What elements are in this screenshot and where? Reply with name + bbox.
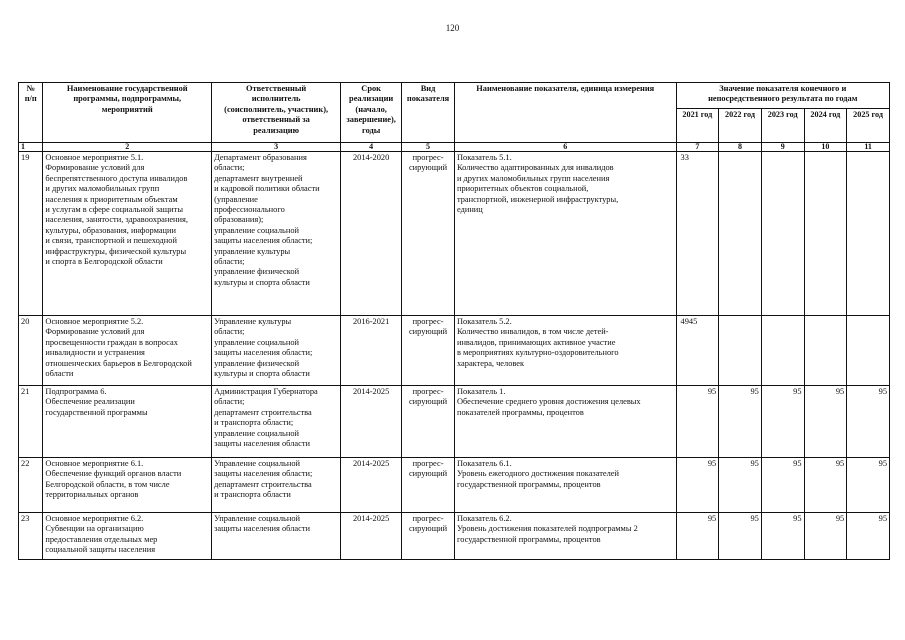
value-2025: 95 bbox=[847, 458, 890, 513]
value-2021: 33 bbox=[676, 152, 719, 316]
header-year: 2022 год bbox=[719, 109, 762, 143]
header-indicator-type: Вид показателя bbox=[402, 83, 455, 143]
header-year: 2023 год bbox=[761, 109, 804, 143]
indicator-type: прогрес- сирующий bbox=[402, 386, 455, 458]
value-2025 bbox=[847, 316, 890, 386]
indicator-name: Показатель 6.1. Уровень ежегодного достижения показателей государственной программы, процентов bbox=[454, 458, 676, 513]
value-2024: 95 bbox=[804, 386, 847, 458]
value-2021: 95 bbox=[676, 386, 719, 458]
responsible-executor: Администрация Губернатора области; департамент строительства и транспорта области; управление социальной защиты населения области bbox=[212, 386, 341, 458]
header-num: № п/п bbox=[19, 83, 43, 143]
value-2025 bbox=[847, 152, 890, 316]
implementation-term: 2014-2025 bbox=[341, 458, 402, 513]
row-number: 23 bbox=[19, 513, 43, 560]
header-year: 2025 год bbox=[847, 109, 890, 143]
page-number: 120 bbox=[445, 23, 460, 33]
value-2024 bbox=[804, 152, 847, 316]
header-name: Наименование государственной программы, подпрограммы, мероприятий bbox=[43, 83, 212, 143]
indicator-name: Показатель 6.2. Уровень достижения показателей подпрограммы 2 государственной программы, процентов bbox=[454, 513, 676, 560]
indicator-type: прогрес- сирующий bbox=[402, 152, 455, 316]
indicator-name: Показатель 5.1. Количество адаптированных для инвалидов и других маломобильных групп населения приоритетных объектов социальной, транспортной, инженерной инфраструктуры, единиц bbox=[454, 152, 676, 316]
activity-name: Подпрограмма 6. Обеспечение реализации государственной программы bbox=[43, 386, 212, 458]
value-2022: 95 bbox=[719, 386, 762, 458]
program-indicators-table bbox=[18, 82, 890, 560]
row-number: 20 bbox=[19, 316, 43, 386]
indicator-type: прогрес- сирующий bbox=[402, 513, 455, 560]
value-2022: 95 bbox=[719, 513, 762, 560]
responsible-executor: Управление социальной защиты населения области bbox=[212, 513, 341, 560]
value-2023: 95 bbox=[761, 386, 804, 458]
column-number: 5 bbox=[402, 143, 455, 152]
header-values-group: Значение показателя конечного и непосредственного результата по годам bbox=[676, 83, 889, 109]
indicator-type: прогрес- сирующий bbox=[402, 458, 455, 513]
value-2024 bbox=[804, 316, 847, 386]
table-row bbox=[19, 513, 890, 560]
header-responsible: Ответственный исполнитель (соисполнитель, участник), ответственный за реализацию bbox=[212, 83, 341, 143]
value-2025: 95 bbox=[847, 386, 890, 458]
value-2023: 95 bbox=[761, 513, 804, 560]
row-number: 22 bbox=[19, 458, 43, 513]
value-2023: 95 bbox=[761, 458, 804, 513]
column-number: 9 bbox=[761, 143, 804, 152]
column-number: 2 bbox=[43, 143, 212, 152]
activity-name: Основное мероприятие 6.2. Субвенции на организацию предоставления отдельных мер социальной защиты населения bbox=[43, 513, 212, 560]
value-2023 bbox=[761, 316, 804, 386]
indicator-type: прогрес- сирующий bbox=[402, 316, 455, 386]
value-2023 bbox=[761, 152, 804, 316]
activity-name: Основное мероприятие 5.1. Формирование условий для беспрепятственного доступа инвалидов и других маломобильных групп населения к приоритетным объектам и услугам в сфере социальной защиты населения, занятости, здравоохранения, культуры, образования, информации и связи, транспортной и пешеходной инфраструктуры, физической культуры и спорта в Белгородской области bbox=[43, 152, 212, 316]
column-number: 1 bbox=[19, 143, 43, 152]
column-number: 8 bbox=[719, 143, 762, 152]
column-number-row bbox=[19, 143, 890, 152]
header-year: 2024 год bbox=[804, 109, 847, 143]
activity-name: Основное мероприятие 5.2. Формирование условий для просвещенности граждан в вопросах инвалидности и устранения отношенческих барьеров в Белгородской области bbox=[43, 316, 212, 386]
responsible-executor: Управление социальной защиты населения области; департамент строительства и транспорта области bbox=[212, 458, 341, 513]
value-2021: 95 bbox=[676, 458, 719, 513]
value-2022 bbox=[719, 152, 762, 316]
header-indicator-name: Наименование показателя, единица измерения bbox=[454, 83, 676, 143]
indicator-name: Показатель 1. Обеспечение среднего уровня достижения целевых показателей программы, процентов bbox=[454, 386, 676, 458]
column-number: 10 bbox=[804, 143, 847, 152]
row-number: 19 bbox=[19, 152, 43, 316]
table-row bbox=[19, 458, 890, 513]
header-term: Срок реализации (начало, завершение), годы bbox=[341, 83, 402, 143]
value-2021: 4945 bbox=[676, 316, 719, 386]
implementation-term: 2014-2025 bbox=[341, 386, 402, 458]
column-number: 3 bbox=[212, 143, 341, 152]
row-number: 21 bbox=[19, 386, 43, 458]
table-row bbox=[19, 386, 890, 458]
column-number: 6 bbox=[454, 143, 676, 152]
header-row bbox=[19, 83, 890, 109]
value-2024: 95 bbox=[804, 513, 847, 560]
value-2024: 95 bbox=[804, 458, 847, 513]
value-2022 bbox=[719, 316, 762, 386]
value-2021: 95 bbox=[676, 513, 719, 560]
value-2022: 95 bbox=[719, 458, 762, 513]
responsible-executor: Управление культуры области; управление социальной защиты населения области; управление физической культуры и спорта области bbox=[212, 316, 341, 386]
column-number: 11 bbox=[847, 143, 890, 152]
implementation-term: 2016-2021 bbox=[341, 316, 402, 386]
table-row bbox=[19, 316, 890, 386]
column-number: 4 bbox=[341, 143, 402, 152]
indicator-name: Показатель 5.2. Количество инвалидов, в том числе детей- инвалидов, принимающих активное участие в мероприятиях культурно-оздоровительного характера, человек bbox=[454, 316, 676, 386]
value-2025: 95 bbox=[847, 513, 890, 560]
implementation-term: 2014-2025 bbox=[341, 513, 402, 560]
responsible-executor: Департамент образования области; департамент внутренней и кадровой политики области (управление профессионального образования); управление социальной защиты населения области; управление культуры области; управление физической культуры и спорта области bbox=[212, 152, 341, 316]
implementation-term: 2014-2020 bbox=[341, 152, 402, 316]
activity-name: Основное мероприятие 6.1. Обеспечение функций органов власти Белгородской области, в том числе территориальных органов bbox=[43, 458, 212, 513]
table-row bbox=[19, 152, 890, 316]
header-year: 2021 год bbox=[676, 109, 719, 143]
column-number: 7 bbox=[676, 143, 719, 152]
